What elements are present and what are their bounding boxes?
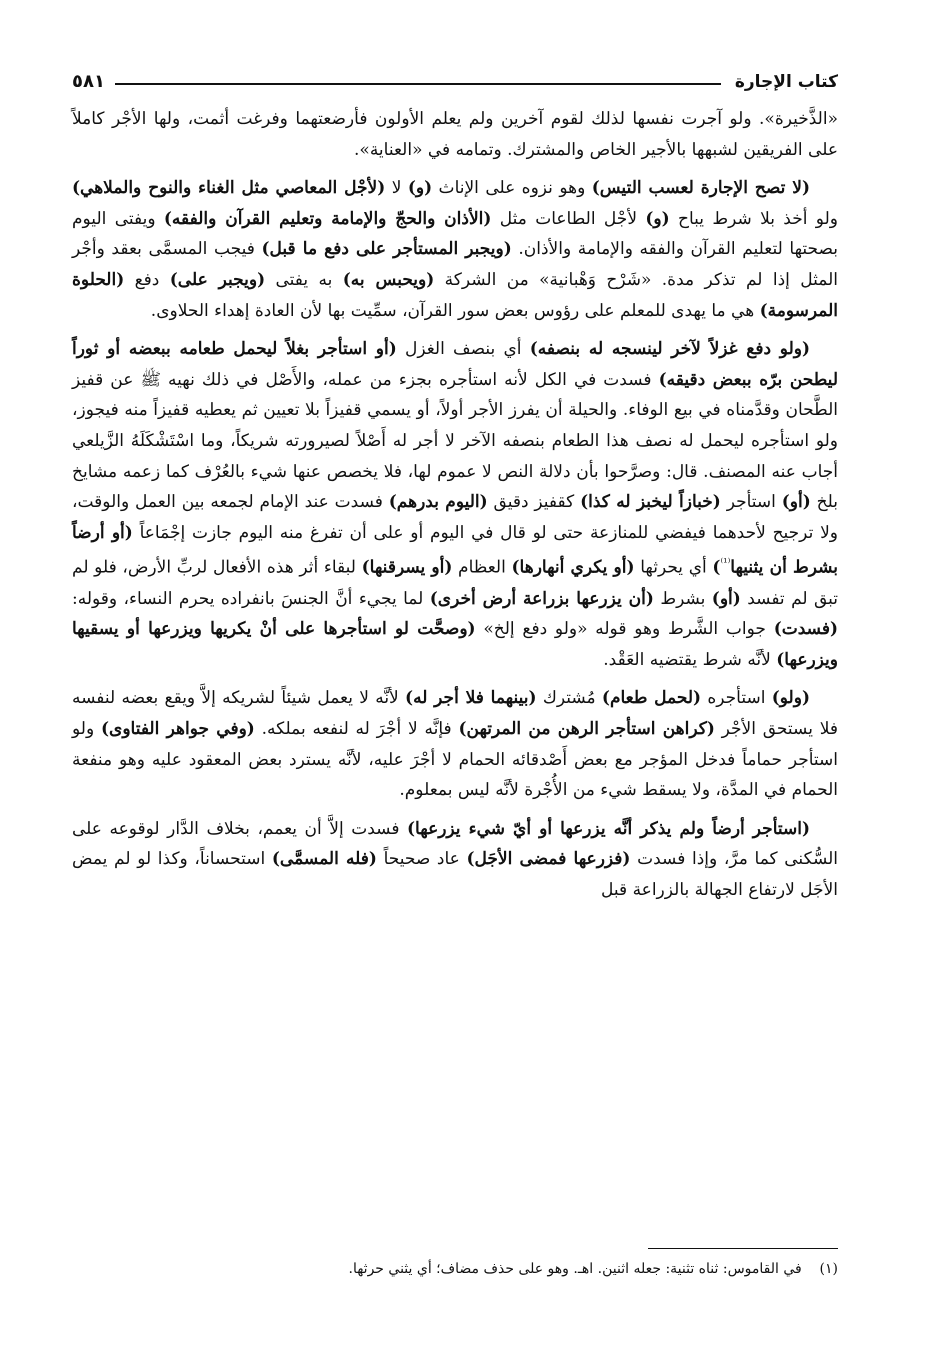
text-run: فسدت في الكل لأنه استأجره بجزء من عمله، والأَصْل في ذلك نهيه ﷺ عن قفيز الطَّحان وقدَّمناه في بيع الوفاء. والحيلة أن يفرز الأجر أولاً، أو يسمي قفيزاً بلا تعيين ثم يعطيه قفيزاً منه فيجوز، ولو استأجره ليحمل له نصف هذا الطعام بنصفه الآخر لا أجر له أَصْلاً لصيرورته شريكاً، وما اسْتَشْكَلَهُ الزَّيلعي أجاب عنه المصنف. قال: وصرَّحوا بأن دلالة النص لا عموم لها، فلا يخصص عنها شيء بالعُرْف كما زعمه مشايخ بلخ bbox=[72, 369, 838, 513]
footnote-text: في القاموس: ثناه تثنية: جعله اثنين. اهـ. وهو على حذف مضاف؛ أي يثني حرثها. bbox=[348, 1261, 802, 1277]
bold-run: (أو استأجر بغلاً ليحمل طعامه ببعضه أو ثوراً ليطحن برّه ببعض دقيقه) bbox=[72, 339, 838, 390]
paragraph bbox=[72, 173, 838, 326]
text-run: فسدت إلاَّ أن يعمم، بخلاف الدَّار لوقوعه على السُّكنى كما مرَّ، وإذا فسدت bbox=[72, 818, 839, 870]
bold-run: (أن يزرعها بزراعة أرض أخرى) bbox=[429, 588, 654, 609]
bold-run: (وفي جواهر الفتاوى) bbox=[100, 718, 255, 739]
bold-run: (لا تصح الإجارة لعسب التيس) bbox=[591, 178, 810, 199]
body-text bbox=[72, 104, 838, 906]
header-rule bbox=[115, 83, 721, 85]
text-run: لأجْل الطاعات مثل bbox=[491, 208, 646, 229]
bold-run: (ولو دفع غزلاً لآخر لينسجه له بنصفه) bbox=[529, 339, 810, 360]
footnote-number: (١) bbox=[819, 1261, 838, 1277]
text-run: ولو استأجر حماماً فدخل المؤجر مع بعض أَصْدقائه الحمام لا أجْرَ عليه، لأنَّه يسترد بعض المعقود عليه وهو منفعة الحمام في المدَّة، ولا يسقط شيء من الأُجْرة لأنَّه ليس بمعلوم. bbox=[72, 718, 838, 801]
chapter-title: كتاب الإجارة bbox=[734, 72, 838, 92]
bold-run: (أو) bbox=[781, 492, 811, 513]
bold-run: (ويجبر المستأجر على دفع ما قبل) bbox=[261, 239, 512, 260]
page-number: ٥٨١ bbox=[72, 71, 105, 92]
bold-run: (ويحبس به) bbox=[342, 269, 435, 290]
bold-run: (الأذان والحجّ والإمامة وتعليم القرآن والفقه) bbox=[163, 208, 492, 229]
bold-run: (بينهما فلا أجر له) bbox=[405, 688, 537, 709]
text-run: ويفتى اليوم بصحتها لتعليم القرآن والفقه والإمامة والأذان. bbox=[72, 208, 838, 260]
bold-run: (و) bbox=[407, 178, 433, 199]
bold-run: ) bbox=[712, 557, 721, 578]
bold-run: (و) bbox=[645, 208, 670, 229]
text-run: أي بنصف الغزل bbox=[396, 339, 530, 360]
text-run: ولو أخذ بلا شرط يباح bbox=[669, 208, 838, 229]
bold-run: (وصحَّت لو استأجرها على أنْ يكريها ويزرعها أو يسقيها ويزرعها) bbox=[72, 619, 838, 670]
paragraph bbox=[72, 334, 838, 675]
page bbox=[72, 62, 838, 1322]
bold-run: (فزرعها فمضى الأجَل) bbox=[466, 849, 631, 870]
bold-run: (اليوم بدرهم) bbox=[388, 492, 488, 513]
footnote-mark: ⁽¹⁾ bbox=[720, 556, 731, 570]
bold-run: (استأجر أرضاً ولم يذكر أنَّه يزرعها أو أيّ شيء يزرعها) bbox=[407, 818, 811, 839]
bold-run: (أو) bbox=[711, 588, 741, 609]
bold-run: (فسدت) bbox=[773, 619, 838, 640]
bold-run: (فله المسمَّى) bbox=[271, 849, 377, 870]
text-run: عاد صحيحاً bbox=[376, 849, 467, 870]
text-run: لا bbox=[385, 178, 408, 199]
text-run: لأنَّه لا يعمل شيئاً لشريكه إلاَّ ويقع بعضه لنفسه فلا يستحق الأجْر bbox=[72, 688, 838, 739]
text-run: فسدت عند الإمام لجمعه بين العمل والوقت، ولا ترجيح لأحدهما فيفضي للمنازعة حتى لو قال في اليوم أو على أن تفرغ منه اليوم جازت إجْمَاعاً bbox=[72, 492, 838, 543]
text-run: استأجره bbox=[701, 688, 772, 709]
bold-run: (كراهن استأجر الرهن من المرتهن) bbox=[458, 718, 715, 739]
text-run: بشرط bbox=[653, 588, 712, 609]
bold-run: (لأجْل المعاصي مثل الغناء والنوح والملاهي) bbox=[72, 178, 386, 199]
text-run: مُشترك bbox=[536, 688, 602, 709]
text-run: لما يجيء أنَّ الجنسَ بانفراده يحرم النساء، وقوله: bbox=[72, 588, 430, 609]
text-run: وهو نزوه على الإناث bbox=[432, 178, 592, 199]
text-run: أي يحرثها bbox=[634, 557, 713, 578]
bold-run: (أو يسرقنها) bbox=[361, 557, 453, 578]
bold-run: (لحمل طعام) bbox=[601, 688, 702, 709]
text-run: «الذَّخيرة». ولو آجرت نفسها لذلك لقوم آخرين ولم يعلم الأولون فأرضعتهما وفرغت أثمت، ولها الأجْر كاملاً على الفريقين لشبهها بالأجير الخاص والمشترك. وتمامه في «العناية». bbox=[72, 109, 838, 160]
text-run: جواب الشَّرط وهو قوله «ولو دفع إلخ» bbox=[475, 619, 774, 640]
text-run: لأنَّه شرط يقتضيه العَقْد. bbox=[603, 649, 777, 670]
text-run: فيجب المسمَّى بعقد وأجْر المثل إذا لم تذكر مدة. «شَرْح وَهْبانية» من الشركة bbox=[72, 239, 838, 290]
text-run: استأجر bbox=[720, 492, 782, 513]
paragraph bbox=[72, 814, 838, 906]
bold-run: (ولو) bbox=[771, 688, 810, 709]
text-run: هي ما يهدى للمعلم على رؤوس بعض سور القرآن، سمِّيت بها لأن العادة إهداء الحلاوى. bbox=[150, 300, 760, 321]
bold-run: (أو يكري أنهارها) bbox=[511, 557, 635, 578]
footnote bbox=[72, 1258, 838, 1280]
text-run: لبقاء أثر هذه الأفعال لربِّ الأرض، فلو لم تبق لم تفسد bbox=[72, 557, 839, 609]
text-run: كقفيز دقيق bbox=[487, 492, 581, 513]
text-run: فإنَّه لا أجْرَ له لنفعه بملكه. bbox=[254, 718, 459, 739]
bold-run: (ويجبر على) bbox=[169, 269, 266, 290]
bold-run: (خبازاً ليخبز له كذا) bbox=[580, 492, 721, 513]
running-header bbox=[72, 62, 838, 92]
text-run: استحساناً، وكذا لو لم يمض الأجَل لارتفاع الجهالة بالزراعة قبل bbox=[72, 849, 838, 900]
footnote-rule bbox=[648, 1248, 838, 1249]
text-run: به يفتى bbox=[265, 269, 343, 290]
text-run: دفع bbox=[124, 269, 170, 290]
bold-run: (الحلوة المرسومة) bbox=[72, 269, 838, 321]
text-run: العظام bbox=[452, 557, 512, 578]
paragraph bbox=[72, 104, 838, 165]
paragraph bbox=[72, 683, 838, 805]
bold-run: (أو أرضاً بشرط أن يثنيها bbox=[72, 522, 838, 578]
